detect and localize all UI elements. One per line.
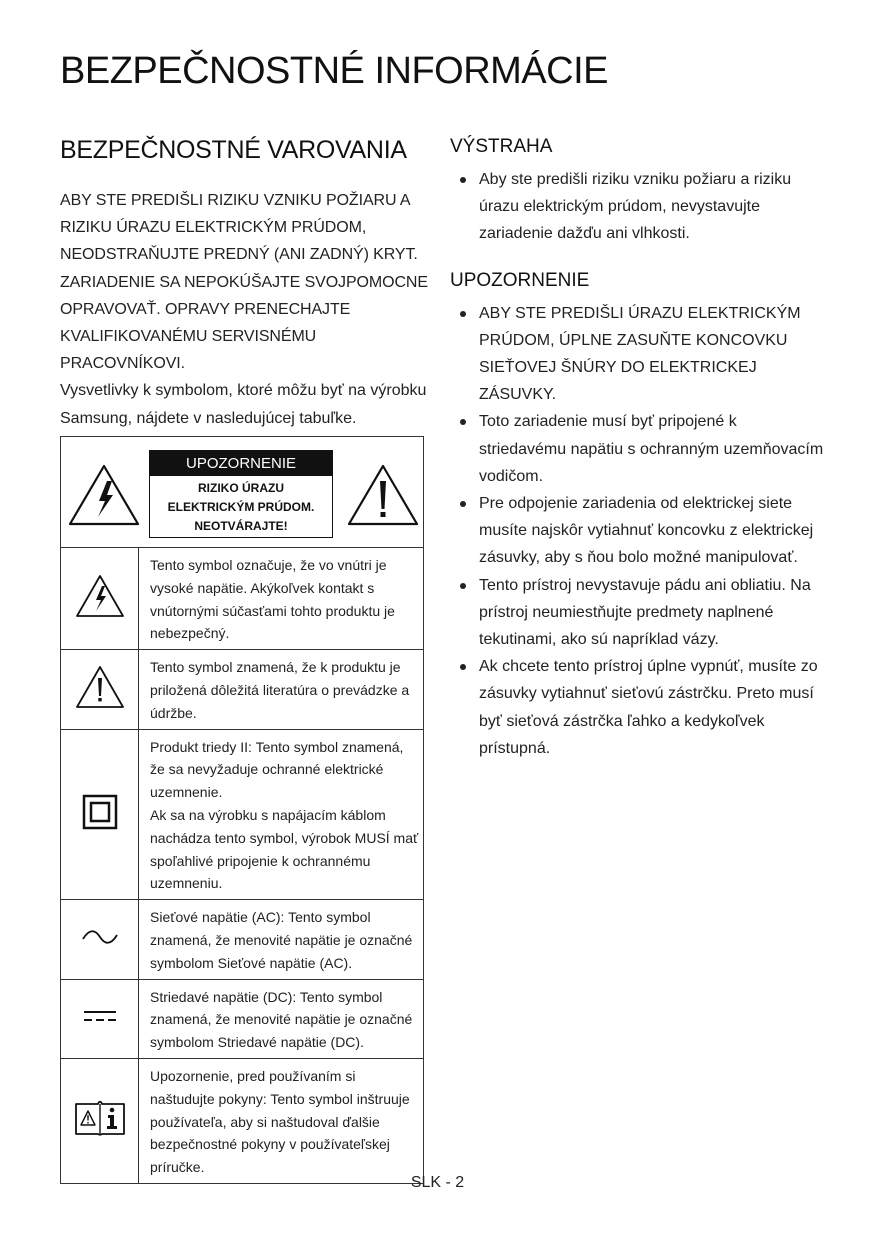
- page-number: SLK - 2: [410, 1174, 465, 1191]
- legend-paragraph: Vysvetlivky k symbolom, ktoré môžu byť na výrobku Samsung, nájdete v nasledujúcej tabuľke.: [60, 382, 427, 427]
- caution-line-1: RIZIKO ÚRAZU: [198, 481, 284, 495]
- table-row: [61, 979, 424, 1058]
- table-row: [61, 900, 424, 979]
- icon-cell: [61, 1058, 139, 1183]
- row-text: Upozornenie, pred používaním si naštudujte pokyny: Tento symbol inštruuje používateľa, aby si naštudoval ďalšie bezpečnostné pokyny v používateľskej príručke.: [139, 1058, 424, 1183]
- symbol-table: [60, 436, 424, 1184]
- caution-line-2: ELEKTRICKÝM PRÚDOM.: [167, 500, 315, 514]
- table-row: [61, 650, 424, 729]
- table-header-cell: [61, 437, 424, 548]
- lightning-triangle-icon: [75, 574, 125, 618]
- exclamation-triangle-icon: [75, 665, 125, 709]
- vystraha-section: [450, 136, 825, 248]
- list-item: Tento prístroj nevystavuje pádu ani obliatiu. Na prístroj neumiestňujte predmety naplnené tekutinami, ako sú napríklad vázy.: [450, 572, 825, 654]
- icon-cell: [61, 729, 139, 900]
- vystraha-list: [450, 166, 825, 248]
- caution-line-3: NEOTVÁRAJTE!: [194, 519, 288, 533]
- caution-box: [149, 450, 333, 538]
- list-item: Pre odpojenie zariadenia od elektrickej siete musíte najskôr vytiahnuť koncovku z elektrickej zásuvky, aby s ňou bolo možné manipulovať.: [450, 490, 825, 572]
- left-column: [60, 136, 430, 432]
- list-item: Toto zariadenie musí byť pripojené k striedavému napätiu s ochranným uzemňovacím vodičom.: [450, 408, 825, 490]
- table-row: [61, 1058, 424, 1183]
- row-text: Sieťové napätie (AC): Tento symbol znamená, že menovité napätie je označné symbolom Sieťové napätie (AC).: [139, 900, 424, 979]
- table-row: [61, 729, 424, 900]
- upozornenie-list: [450, 300, 825, 762]
- page-title: BEZPEČNOSTNÉ INFORMÁCIE: [60, 50, 608, 92]
- ac-wave-icon: [80, 927, 120, 947]
- row-text: Striedavé napätie (DC): Tento symbol znamená, že menovité napätie je označné symbolom Striedavé napätie (DC).: [139, 979, 424, 1058]
- vystraha-title: VÝSTRAHA: [450, 136, 553, 157]
- dc-symbol-icon: [80, 1008, 120, 1024]
- table-header-row: [61, 437, 424, 548]
- list-item: Ak chcete tento prístroj úplne vypnúť, musíte zo zásuvky vytiahnuť sieťovú zástrčku. Preto musí byť sieťová zástrčka ľahko a kedykoľvek prístupná.: [450, 653, 825, 762]
- upozornenie-section: [450, 270, 825, 762]
- row-text: Tento symbol označuje, že vo vnútri je vysoké napätie. Akýkoľvek kontakt s vnútornými súčasťami tohto produktu je nebezpečný.: [139, 548, 424, 650]
- warning-paragraph: ABY STE PREDIŠLI RIZIKU VZNIKU POŽIARU A RIZIKU ÚRAZU ELEKTRICKÝM PRÚDOM, NEODSTRAŇUJTE PREDNÝ (ANI ZADNÝ) KRYT. ZARIADENIE SA NEPOKÚŠAJTE SVOJPOMOCNE OPRAVOVAŤ. OPRAVY PRENECHAJTE KVALIFIKOVANÉMU SERVISNÉMU PRACOVNÍKOVI.: [60, 192, 428, 373]
- exclamation-triangle-icon: [346, 463, 420, 527]
- icon-cell: [61, 900, 139, 979]
- lightning-triangle-icon: [67, 463, 141, 527]
- list-item: Aby ste predišli riziku vzniku požiaru a riziku úrazu elektrickým prúdom, nevystavujte zariadenie dažďu ani vlhkosti.: [450, 166, 825, 248]
- row-text: Produkt triedy II: Tento symbol znamená, že sa nevyžaduje ochranné elektrické uzemnenie. Ak sa na výrobku s napájacím káblom nachádza tento symbol, výrobok MUSÍ mať spoľahlivé pripojenie k ochrannému uzemneniu.: [139, 729, 424, 900]
- list-item: ABY STE PREDIŠLI ÚRAZU ELEKTRICKÝM PRÚDOM, ÚPLNE ZASUŇTE KONCOVKU SIEŤOVEJ ŠNÚRY DO ELEKTRICKEJ ZÁSUVKY.: [450, 300, 825, 409]
- icon-cell: [61, 650, 139, 729]
- table-row: [61, 548, 424, 650]
- caution-box-body: [150, 476, 332, 536]
- caution-box-title: UPOZORNENIE: [150, 451, 332, 476]
- read-manual-book-icon: [73, 1098, 127, 1138]
- icon-cell: [61, 979, 139, 1058]
- row-text: Tento symbol znamená, že k produktu je priložená dôležitá literatúra o prevádzke a údržbe.: [139, 650, 424, 729]
- icon-cell: [61, 548, 139, 650]
- upozornenie-title: UPOZORNENIE: [450, 269, 590, 291]
- right-column: [450, 136, 825, 762]
- class-ii-double-square-icon: [82, 794, 118, 830]
- safety-warnings-title: BEZPEČNOSTNÉ VAROVANIA: [60, 136, 407, 164]
